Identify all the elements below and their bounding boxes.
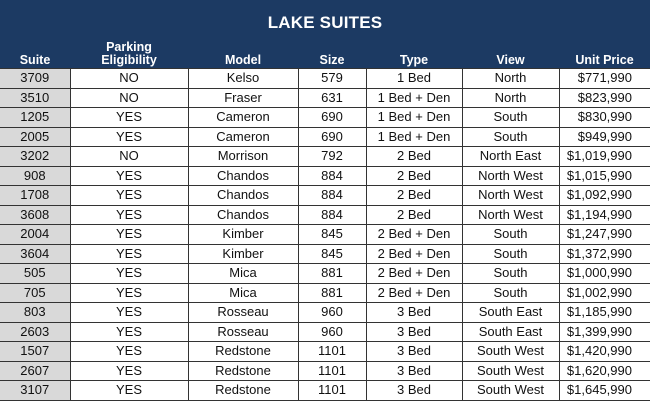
- cell-size: 792: [298, 147, 366, 167]
- cell-price: $823,990: [559, 88, 650, 108]
- cell-price: $1,002,990: [559, 283, 650, 303]
- table-row: [0, 381, 650, 401]
- cell-type: 2 Bed: [366, 147, 462, 167]
- table-row: [0, 147, 650, 167]
- column-header-parking-line2: Eligibility: [101, 53, 157, 67]
- cell-size: 631: [298, 88, 366, 108]
- cell-suite: 1205: [0, 108, 70, 128]
- cell-view: North West: [462, 186, 559, 206]
- cell-parking: YES: [70, 205, 188, 225]
- cell-price: $1,399,990: [559, 322, 650, 342]
- cell-model: Kelso: [188, 69, 298, 89]
- cell-price: $949,990: [559, 127, 650, 147]
- cell-type: 2 Bed: [366, 166, 462, 186]
- cell-model: Rosseau: [188, 303, 298, 323]
- table-row: [0, 283, 650, 303]
- cell-model: Kimber: [188, 244, 298, 264]
- cell-suite: 3510: [0, 88, 70, 108]
- cell-price: $771,990: [559, 69, 650, 89]
- cell-model: Redstone: [188, 361, 298, 381]
- cell-model: Redstone: [188, 342, 298, 362]
- cell-parking: YES: [70, 244, 188, 264]
- cell-suite: 803: [0, 303, 70, 323]
- cell-size: 884: [298, 166, 366, 186]
- cell-view: North West: [462, 166, 559, 186]
- table-row: [0, 322, 650, 342]
- cell-parking: YES: [70, 303, 188, 323]
- cell-size: 960: [298, 322, 366, 342]
- suites-table: [0, 37, 650, 401]
- cell-suite: 2603: [0, 322, 70, 342]
- cell-model: Rosseau: [188, 322, 298, 342]
- cell-parking: NO: [70, 147, 188, 167]
- cell-parking: YES: [70, 361, 188, 381]
- column-header-type: Type: [366, 37, 462, 69]
- cell-size: 579: [298, 69, 366, 89]
- cell-type: 2 Bed + Den: [366, 264, 462, 284]
- column-header-parking-line1: Parking: [106, 40, 152, 54]
- table-row: [0, 361, 650, 381]
- cell-model: Fraser: [188, 88, 298, 108]
- cell-size: 881: [298, 264, 366, 284]
- cell-parking: YES: [70, 127, 188, 147]
- cell-view: South: [462, 225, 559, 245]
- cell-view: North: [462, 69, 559, 89]
- cell-parking: YES: [70, 322, 188, 342]
- table-row: [0, 108, 650, 128]
- cell-model: Cameron: [188, 127, 298, 147]
- cell-size: 1101: [298, 381, 366, 401]
- cell-size: 845: [298, 244, 366, 264]
- cell-price: $1,015,990: [559, 166, 650, 186]
- cell-type: 2 Bed: [366, 186, 462, 206]
- cell-suite: 3709: [0, 69, 70, 89]
- cell-model: Chandos: [188, 166, 298, 186]
- cell-suite: 505: [0, 264, 70, 284]
- cell-model: Chandos: [188, 205, 298, 225]
- column-header-view: View: [462, 37, 559, 69]
- cell-view: South West: [462, 381, 559, 401]
- cell-size: 1101: [298, 361, 366, 381]
- cell-model: Chandos: [188, 186, 298, 206]
- cell-price: $1,092,990: [559, 186, 650, 206]
- cell-type: 1 Bed + Den: [366, 127, 462, 147]
- cell-price: $1,194,990: [559, 205, 650, 225]
- cell-model: Mica: [188, 283, 298, 303]
- cell-type: 3 Bed: [366, 381, 462, 401]
- cell-size: 845: [298, 225, 366, 245]
- cell-size: 690: [298, 127, 366, 147]
- column-header-parking: [70, 37, 188, 69]
- cell-view: South: [462, 264, 559, 284]
- cell-suite: 908: [0, 166, 70, 186]
- table-row: [0, 205, 650, 225]
- cell-price: $1,372,990: [559, 244, 650, 264]
- cell-view: South East: [462, 322, 559, 342]
- cell-suite: 2004: [0, 225, 70, 245]
- cell-suite: 3608: [0, 205, 70, 225]
- cell-model: Mica: [188, 264, 298, 284]
- cell-suite: 3107: [0, 381, 70, 401]
- cell-type: 1 Bed + Den: [366, 88, 462, 108]
- table-row: [0, 166, 650, 186]
- table-row: [0, 264, 650, 284]
- table-row: [0, 342, 650, 362]
- column-header-size: Size: [298, 37, 366, 69]
- cell-parking: NO: [70, 88, 188, 108]
- cell-type: 2 Bed + Den: [366, 225, 462, 245]
- table-row: [0, 69, 650, 89]
- column-header-suite: Suite: [0, 37, 70, 69]
- cell-view: North: [462, 88, 559, 108]
- cell-size: 884: [298, 186, 366, 206]
- cell-price: $830,990: [559, 108, 650, 128]
- cell-type: 1 Bed: [366, 69, 462, 89]
- cell-parking: YES: [70, 342, 188, 362]
- cell-type: 3 Bed: [366, 342, 462, 362]
- cell-parking: YES: [70, 186, 188, 206]
- table-header-row: [0, 37, 650, 69]
- cell-type: 3 Bed: [366, 361, 462, 381]
- cell-view: South: [462, 127, 559, 147]
- cell-price: $1,185,990: [559, 303, 650, 323]
- cell-model: Morrison: [188, 147, 298, 167]
- cell-parking: YES: [70, 283, 188, 303]
- cell-price: $1,000,990: [559, 264, 650, 284]
- table-row: [0, 303, 650, 323]
- cell-suite: 705: [0, 283, 70, 303]
- cell-type: 2 Bed: [366, 205, 462, 225]
- table-row: [0, 225, 650, 245]
- cell-parking: YES: [70, 166, 188, 186]
- cell-size: 881: [298, 283, 366, 303]
- cell-size: 1101: [298, 342, 366, 362]
- cell-parking: NO: [70, 69, 188, 89]
- cell-size: 690: [298, 108, 366, 128]
- cell-suite: 1507: [0, 342, 70, 362]
- cell-view: North West: [462, 205, 559, 225]
- page-title: LAKE SUITES: [267, 13, 383, 32]
- cell-parking: YES: [70, 225, 188, 245]
- column-header-model: Model: [188, 37, 298, 69]
- cell-size: 960: [298, 303, 366, 323]
- cell-view: South West: [462, 361, 559, 381]
- cell-price: $1,420,990: [559, 342, 650, 362]
- table-row: [0, 186, 650, 206]
- cell-price: $1,620,990: [559, 361, 650, 381]
- cell-view: North East: [462, 147, 559, 167]
- cell-model: Kimber: [188, 225, 298, 245]
- cell-suite: 3604: [0, 244, 70, 264]
- cell-view: South: [462, 283, 559, 303]
- table-row: [0, 88, 650, 108]
- cell-model: Cameron: [188, 108, 298, 128]
- cell-type: 3 Bed: [366, 322, 462, 342]
- column-header-price: Unit Price: [559, 37, 650, 69]
- cell-parking: YES: [70, 381, 188, 401]
- cell-suite: 2607: [0, 361, 70, 381]
- cell-type: 2 Bed + Den: [366, 283, 462, 303]
- cell-view: South West: [462, 342, 559, 362]
- cell-price: $1,019,990: [559, 147, 650, 167]
- cell-type: 3 Bed: [366, 303, 462, 323]
- table-row: [0, 244, 650, 264]
- cell-price: $1,247,990: [559, 225, 650, 245]
- cell-type: 2 Bed + Den: [366, 244, 462, 264]
- cell-view: South East: [462, 303, 559, 323]
- cell-parking: YES: [70, 264, 188, 284]
- cell-price: $1,645,990: [559, 381, 650, 401]
- cell-size: 884: [298, 205, 366, 225]
- cell-parking: YES: [70, 108, 188, 128]
- cell-suite: 1708: [0, 186, 70, 206]
- table-row: [0, 127, 650, 147]
- cell-suite: 2005: [0, 127, 70, 147]
- cell-suite: 3202: [0, 147, 70, 167]
- cell-view: South: [462, 108, 559, 128]
- cell-view: South: [462, 244, 559, 264]
- cell-type: 1 Bed + Den: [366, 108, 462, 128]
- cell-model: Redstone: [188, 381, 298, 401]
